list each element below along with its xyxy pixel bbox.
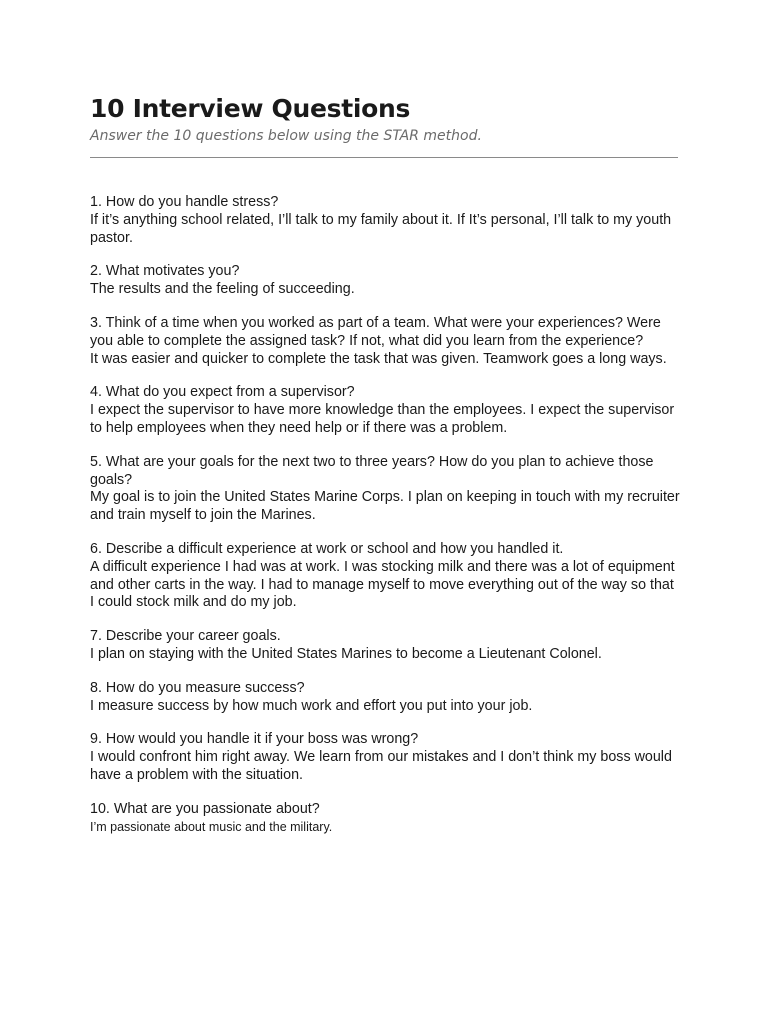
question-text: 1. How do you handle stress?: [90, 194, 279, 210]
list-item: [90, 263, 680, 299]
list-item: [90, 454, 680, 525]
answer-text: The results and the feeling of succeeding.: [90, 281, 355, 298]
answer-text: A difficult experience I had was at work. I was stocking milk and there was a lot of equipment and other carts in the way. I had to manage myself to move everything out of the way so that I could stock milk and do my job.: [90, 558, 675, 611]
answer-text: I plan on staying with the United States Marines to become a Lieutenant Colonel.: [90, 645, 602, 662]
answer-text: My goal is to join the United States Marine Corps. I plan on keeping in touch with my recruiter and train myself to join the Marines.: [90, 489, 680, 524]
answer-text: It was easier and quicker to complete the task that was given. Teamwork goes a long ways.: [90, 350, 667, 367]
list-item: [90, 384, 680, 437]
answer-text: If it’s anything school related, I’ll talk to my family about it. If It’s personal, I’ll talk to my youth pastor.: [90, 211, 672, 246]
question-text: 9. How would you handle it if your boss was wrong?: [90, 731, 419, 748]
page-subtitle: Answer the 10 questions below using the STAR method.: [90, 128, 482, 144]
answer-text: I measure success by how much work and effort you put into your job.: [90, 697, 533, 714]
list-item: [90, 680, 680, 716]
question-list: [90, 194, 680, 835]
question-text: 4. What do you expect from a supervisor?: [90, 384, 355, 401]
question-text: 2. What motivates you?: [90, 263, 240, 280]
question-text: 10. What are you passionate about?: [90, 800, 320, 817]
list-item: [90, 194, 680, 247]
question-text: 7. Describe your career goals.: [90, 628, 281, 645]
list-item: [90, 628, 680, 664]
list-item: [90, 315, 680, 368]
question-text: 5. What are your goals for the next two to three years? How do you plan to achieve those goals?: [90, 453, 654, 488]
question-text: 6. Describe a difficult experience at work or school and how you handled it.: [90, 540, 564, 557]
answer-text: I’m passionate about music and the military.: [90, 819, 333, 834]
list-item: [90, 731, 680, 784]
answer-text: I expect the supervisor to have more knowledge than the employees. I expect the supervisor to help employees when they need help or if there was a problem.: [90, 402, 675, 436]
list-item: [90, 801, 680, 835]
question-text: 3. Think of a time when you worked as part of a team. What were your experiences? Were you able to complete the assigned task? If not, what did you learn from the experience?: [90, 314, 661, 349]
page-title: 10 Interview Questions: [90, 94, 411, 123]
divider: [90, 157, 678, 158]
list-item: [90, 541, 680, 612]
question-text: 8. How do you measure success?: [90, 679, 305, 696]
answer-text: I would confront him right away. We learn from our mistakes and I don’t think my boss would have a problem with the situation.: [90, 749, 672, 783]
